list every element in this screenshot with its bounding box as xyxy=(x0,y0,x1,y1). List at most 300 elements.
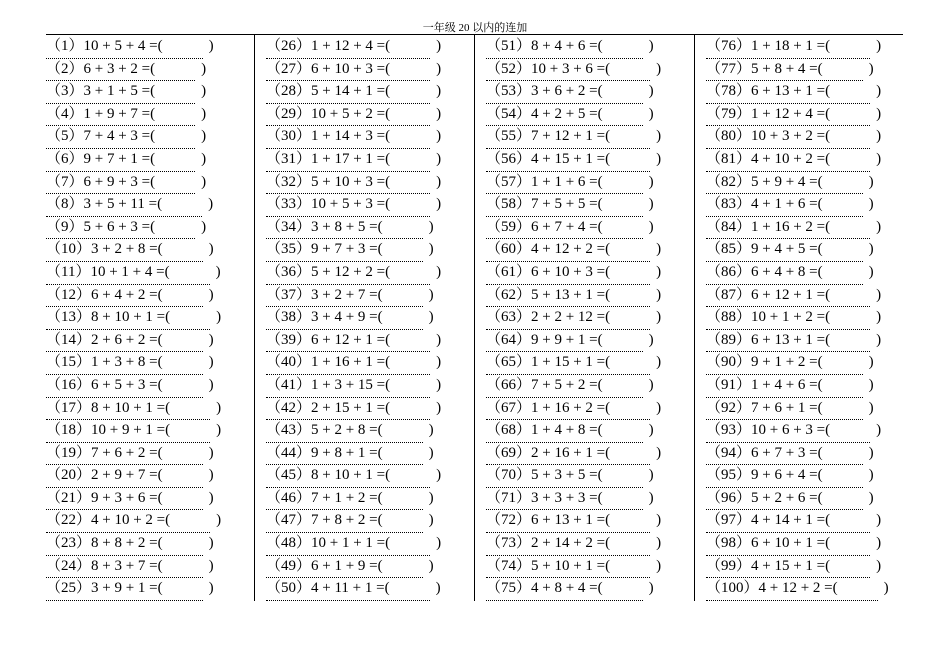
problem-text: （64）9 + 9 + 1 =( xyxy=(486,331,603,348)
problem-row xyxy=(706,398,906,421)
problem-row xyxy=(486,488,686,511)
answer-close-paren: ) xyxy=(868,60,874,77)
problem-row xyxy=(486,510,686,533)
answer-close-paren: ) xyxy=(868,399,874,416)
problem-row xyxy=(486,285,686,308)
problem-text: （34）3 + 8 + 5 =( xyxy=(266,218,383,235)
problem-row xyxy=(46,285,246,308)
problem-row xyxy=(706,104,906,127)
answer-close-paren: ) xyxy=(428,218,434,235)
problem-row xyxy=(266,217,466,240)
problem-text: （56）4 + 15 + 1 =( xyxy=(486,150,611,167)
problem-text: （36）5 + 12 + 2 =( xyxy=(266,263,391,280)
answer-close-paren: ) xyxy=(208,489,214,506)
problem-text: （31）1 + 17 + 1 =( xyxy=(266,150,391,167)
problem-row xyxy=(486,59,686,82)
problem-text: （60）4 + 12 + 2 =( xyxy=(486,241,611,258)
answer-close-paren: ) xyxy=(868,444,874,461)
problem-text: （80）10 + 3 + 2 =( xyxy=(706,128,831,145)
problem-text: （44）9 + 8 + 1 =( xyxy=(266,444,383,461)
answer-close-paren: ) xyxy=(428,309,434,326)
column-divider xyxy=(474,35,475,601)
problem-row xyxy=(266,149,466,172)
problem-row xyxy=(486,443,686,466)
answer-close-paren: ) xyxy=(868,489,874,506)
problem-text: （24）8 + 3 + 7 =( xyxy=(46,557,163,574)
answer-close-paren: ) xyxy=(428,512,434,529)
answer-close-paren: ) xyxy=(208,535,214,552)
answer-close-paren: ) xyxy=(208,286,214,303)
problem-row xyxy=(46,330,246,353)
problem-row xyxy=(706,533,906,556)
problem-text: （49）6 + 1 + 9 =( xyxy=(266,557,383,574)
problem-column-4 xyxy=(706,36,906,601)
problem-text: （68）1 + 4 + 8 =( xyxy=(486,422,603,439)
answer-close-paren: ) xyxy=(868,467,874,484)
problem-text: （99）4 + 15 + 1 =( xyxy=(706,557,831,574)
answer-close-paren: ) xyxy=(648,331,654,348)
answer-close-paren: ) xyxy=(201,60,207,77)
problem-text: （1）10 + 5 + 4 =( xyxy=(46,38,163,54)
problem-column-1 xyxy=(46,36,246,601)
problem-row xyxy=(266,59,466,82)
problem-row xyxy=(486,149,686,172)
problem-row xyxy=(266,578,466,601)
answer-close-paren: ) xyxy=(208,557,214,574)
answer-close-paren: ) xyxy=(656,309,662,326)
answer-close-paren: ) xyxy=(201,83,207,100)
problem-text: （10）3 + 2 + 8 =( xyxy=(46,241,163,258)
problem-text: （39）6 + 12 + 1 =( xyxy=(266,331,391,348)
problem-row xyxy=(46,59,246,82)
answer-close-paren: ) xyxy=(648,38,654,54)
problem-text: （40）1 + 16 + 1 =( xyxy=(266,354,391,371)
problem-text: （37）3 + 2 + 7 =( xyxy=(266,286,383,303)
answer-close-paren: ) xyxy=(208,241,214,258)
answer-close-paren: ) xyxy=(656,354,662,371)
answer-close-paren: ) xyxy=(876,422,882,439)
problem-column-2 xyxy=(266,36,466,601)
answer-close-paren: ) xyxy=(201,128,207,145)
problem-row xyxy=(266,239,466,262)
answer-close-paren: ) xyxy=(656,286,662,303)
problem-text: （5）7 + 4 + 3 =( xyxy=(46,128,156,145)
problem-row xyxy=(46,556,246,579)
problem-text: （28）5 + 14 + 1 =( xyxy=(266,83,391,100)
problem-row xyxy=(486,126,686,149)
problem-text: （62）5 + 13 + 1 =( xyxy=(486,286,611,303)
problem-text: （52）10 + 3 + 6 =( xyxy=(486,60,611,77)
answer-close-paren: ) xyxy=(208,376,214,393)
answer-close-paren: ) xyxy=(656,535,662,552)
problem-row xyxy=(486,330,686,353)
answer-close-paren: ) xyxy=(436,128,442,145)
problem-text: （9）5 + 6 + 3 =( xyxy=(46,218,156,235)
dotted-underline xyxy=(486,600,643,601)
answer-close-paren: ) xyxy=(868,173,874,190)
problem-text: （86）6 + 4 + 8 =( xyxy=(706,263,823,280)
answer-close-paren: ) xyxy=(868,376,874,393)
problem-text: （66）7 + 5 + 2 =( xyxy=(486,376,603,393)
dotted-underline xyxy=(266,600,430,601)
column-divider xyxy=(254,35,255,601)
answer-close-paren: ) xyxy=(436,196,442,213)
problem-text: （70）5 + 3 + 5 =( xyxy=(486,467,603,484)
problem-row xyxy=(706,352,906,375)
problem-row xyxy=(46,149,246,172)
dotted-underline xyxy=(46,600,203,601)
answer-close-paren: ) xyxy=(656,399,662,416)
answer-close-paren: ) xyxy=(876,286,882,303)
problem-text: （30）1 + 14 + 3 =( xyxy=(266,128,391,145)
problem-text: （96）5 + 2 + 6 =( xyxy=(706,489,823,506)
problem-text: （85）9 + 4 + 5 =( xyxy=(706,241,823,258)
problem-row xyxy=(706,330,906,353)
answer-close-paren: ) xyxy=(876,512,882,529)
problem-text: （21）9 + 3 + 6 =( xyxy=(46,489,163,506)
answer-close-paren: ) xyxy=(876,309,882,326)
problem-text: （51）8 + 4 + 6 =( xyxy=(486,38,603,54)
problem-text: （91）1 + 4 + 6 =( xyxy=(706,376,823,393)
answer-close-paren: ) xyxy=(648,83,654,100)
answer-close-paren: ) xyxy=(436,467,442,484)
worksheet-title: 一年级 20 以内的连加 xyxy=(422,22,528,34)
answer-close-paren: ) xyxy=(436,38,442,54)
problem-row xyxy=(46,488,246,511)
problem-text: （15）1 + 3 + 8 =( xyxy=(46,354,163,371)
answer-close-paren: ) xyxy=(648,196,654,213)
problem-row xyxy=(486,172,686,195)
problem-row xyxy=(46,578,246,601)
problem-text: （45）8 + 10 + 1 =( xyxy=(266,467,391,484)
answer-close-paren: ) xyxy=(656,263,662,280)
problem-text: （18）10 + 9 + 1 =( xyxy=(46,422,171,439)
problem-text: （82）5 + 9 + 4 =( xyxy=(706,173,823,190)
problem-row xyxy=(266,194,466,217)
answer-close-paren: ) xyxy=(216,422,222,439)
problem-row xyxy=(706,36,906,59)
answer-close-paren: ) xyxy=(201,218,207,235)
answer-close-paren: ) xyxy=(648,218,654,235)
problem-row xyxy=(706,510,906,533)
problem-row xyxy=(46,104,246,127)
problem-text: （43）5 + 2 + 8 =( xyxy=(266,422,383,439)
problem-text: （25）3 + 9 + 1 =( xyxy=(46,580,163,597)
problem-text: （98）6 + 10 + 1 =( xyxy=(706,535,831,552)
problem-row xyxy=(266,172,466,195)
problem-row xyxy=(706,239,906,262)
answer-close-paren: ) xyxy=(208,354,214,371)
answer-close-paren: ) xyxy=(428,444,434,461)
problem-row xyxy=(46,194,246,217)
problem-row xyxy=(706,81,906,104)
problem-row xyxy=(46,36,246,59)
problem-text: （48）10 + 1 + 1 =( xyxy=(266,535,391,552)
answer-close-paren: ) xyxy=(648,173,654,190)
problem-row xyxy=(46,262,246,285)
problem-row xyxy=(486,398,686,421)
problem-row xyxy=(486,352,686,375)
answer-close-paren: ) xyxy=(436,399,442,416)
answer-close-paren: ) xyxy=(201,105,207,122)
answer-close-paren: ) xyxy=(868,241,874,258)
problem-row xyxy=(46,352,246,375)
problem-row xyxy=(706,194,906,217)
problem-row xyxy=(706,443,906,466)
answer-close-paren: ) xyxy=(656,150,662,167)
problem-row xyxy=(706,488,906,511)
problem-row xyxy=(266,81,466,104)
problem-row xyxy=(486,578,686,601)
answer-close-paren: ) xyxy=(428,422,434,439)
problem-text: （16）6 + 5 + 3 =( xyxy=(46,376,163,393)
problem-column-3 xyxy=(486,36,686,601)
answer-close-paren: ) xyxy=(436,60,442,77)
problem-text: （90）9 + 1 + 2 =( xyxy=(706,354,823,371)
answer-close-paren: ) xyxy=(208,580,214,597)
problem-row xyxy=(706,285,906,308)
problem-row xyxy=(486,239,686,262)
problem-row xyxy=(266,262,466,285)
problem-text: （94）6 + 7 + 3 =( xyxy=(706,444,823,461)
dotted-underline xyxy=(706,600,878,601)
problem-row xyxy=(46,375,246,398)
problem-text: （46）7 + 1 + 2 =( xyxy=(266,489,383,506)
problem-text: （33）10 + 5 + 3 =( xyxy=(266,196,391,213)
problem-row xyxy=(706,262,906,285)
problem-text: （17）8 + 10 + 1 =( xyxy=(46,399,171,416)
problem-text: （72）6 + 13 + 1 =( xyxy=(486,512,611,529)
problem-text: （63）2 + 2 + 12 =( xyxy=(486,309,611,326)
problem-row xyxy=(46,398,246,421)
problem-row xyxy=(486,194,686,217)
answer-close-paren: ) xyxy=(208,196,214,213)
problem-text: （3）3 + 1 + 5 =( xyxy=(46,83,156,100)
problem-row xyxy=(486,556,686,579)
answer-close-paren: ) xyxy=(648,422,654,439)
answer-close-paren: ) xyxy=(656,60,662,77)
problem-text: （14）2 + 6 + 2 =( xyxy=(46,331,163,348)
answer-close-paren: ) xyxy=(208,38,214,54)
problem-text: （55）7 + 12 + 1 =( xyxy=(486,128,611,145)
answer-close-paren: ) xyxy=(436,105,442,122)
answer-close-paren: ) xyxy=(435,580,441,597)
problem-row xyxy=(46,239,246,262)
problem-row xyxy=(706,149,906,172)
problem-row xyxy=(266,420,466,443)
problem-text: （75）4 + 8 + 4 =( xyxy=(486,580,603,597)
problem-text: （41）1 + 3 + 15 =( xyxy=(266,376,391,393)
problem-row xyxy=(46,420,246,443)
problem-text: （81）4 + 10 + 2 =( xyxy=(706,150,831,167)
problem-text: （19）7 + 6 + 2 =( xyxy=(46,444,163,461)
answer-close-paren: ) xyxy=(868,263,874,280)
problem-text: （87）6 + 12 + 1 =( xyxy=(706,286,831,303)
answer-close-paren: ) xyxy=(436,150,442,167)
problem-row xyxy=(706,578,906,601)
problem-row xyxy=(266,104,466,127)
problem-row xyxy=(46,533,246,556)
problem-row xyxy=(266,352,466,375)
problem-row xyxy=(706,172,906,195)
problem-text: （47）7 + 8 + 2 =( xyxy=(266,512,383,529)
problem-text: （26）1 + 12 + 4 =( xyxy=(266,38,391,54)
answer-close-paren: ) xyxy=(648,105,654,122)
answer-close-paren: ) xyxy=(201,173,207,190)
problem-text: （93）10 + 6 + 3 =( xyxy=(706,422,831,439)
problem-row xyxy=(706,375,906,398)
problem-text: （67）1 + 16 + 2 =( xyxy=(486,399,611,416)
problem-text: （27）6 + 10 + 3 =( xyxy=(266,60,391,77)
problem-row xyxy=(486,36,686,59)
problem-text: （95）9 + 6 + 4 =( xyxy=(706,467,823,484)
answer-close-paren: ) xyxy=(876,150,882,167)
problem-row xyxy=(46,510,246,533)
answer-close-paren: ) xyxy=(428,557,434,574)
problem-row xyxy=(266,443,466,466)
problem-text: （8）3 + 5 + 11 =( xyxy=(46,196,163,213)
problem-text: （32）5 + 10 + 3 =( xyxy=(266,173,391,190)
problem-text: （92）7 + 6 + 1 =( xyxy=(706,399,823,416)
answer-close-paren: ) xyxy=(216,512,222,529)
answer-close-paren: ) xyxy=(436,83,442,100)
problem-row xyxy=(706,556,906,579)
problem-row xyxy=(706,59,906,82)
answer-close-paren: ) xyxy=(436,376,442,393)
answer-close-paren: ) xyxy=(876,557,882,574)
problem-text: （4）1 + 9 + 7 =( xyxy=(46,105,156,122)
problem-text: （53）3 + 6 + 2 =( xyxy=(486,83,603,100)
problem-row xyxy=(486,81,686,104)
problem-row xyxy=(266,556,466,579)
problem-row xyxy=(46,172,246,195)
problem-text: （84）1 + 16 + 2 =( xyxy=(706,218,831,235)
answer-close-paren: ) xyxy=(648,489,654,506)
problem-text: （29）10 + 5 + 2 =( xyxy=(266,105,391,122)
problem-row xyxy=(46,307,246,330)
answer-close-paren: ) xyxy=(876,331,882,348)
problem-row xyxy=(486,104,686,127)
problem-text: （13）8 + 10 + 1 =( xyxy=(46,309,171,326)
problem-text: （74）5 + 10 + 1 =( xyxy=(486,557,611,574)
problem-text: （23）8 + 8 + 2 =( xyxy=(46,535,163,552)
problem-text: （35）9 + 7 + 3 =( xyxy=(266,241,383,258)
answer-close-paren: ) xyxy=(648,467,654,484)
problem-text: （65）1 + 15 + 1 =( xyxy=(486,354,611,371)
answer-close-paren: ) xyxy=(876,83,882,100)
problem-text: （83）4 + 1 + 6 =( xyxy=(706,196,823,213)
problem-row xyxy=(46,217,246,240)
answer-close-paren: ) xyxy=(876,218,882,235)
problem-row xyxy=(266,126,466,149)
answer-close-paren: ) xyxy=(883,580,889,597)
problem-row xyxy=(266,285,466,308)
answer-close-paren: ) xyxy=(868,196,874,213)
problem-row xyxy=(486,420,686,443)
problem-row xyxy=(486,533,686,556)
problem-text: （11）10 + 1 + 4 =( xyxy=(46,263,170,280)
problem-row xyxy=(266,36,466,59)
answer-close-paren: ) xyxy=(656,241,662,258)
problem-text: （78）6 + 13 + 1 =( xyxy=(706,83,831,100)
problem-row xyxy=(486,217,686,240)
problem-text: （20）2 + 9 + 7 =( xyxy=(46,467,163,484)
problem-row xyxy=(706,217,906,240)
problem-text: （6）9 + 7 + 1 =( xyxy=(46,150,156,167)
problem-row xyxy=(46,443,246,466)
answer-close-paren: ) xyxy=(436,173,442,190)
problem-row xyxy=(266,510,466,533)
answer-close-paren: ) xyxy=(436,354,442,371)
answer-close-paren: ) xyxy=(216,399,222,416)
problem-text: （88）10 + 1 + 2 =( xyxy=(706,309,831,326)
answer-close-paren: ) xyxy=(428,489,434,506)
answer-close-paren: ) xyxy=(201,150,207,167)
problem-text: （2）6 + 3 + 2 =( xyxy=(46,60,156,77)
problem-text: （7）6 + 9 + 3 =( xyxy=(46,173,156,190)
problem-text: （77）5 + 8 + 4 =( xyxy=(706,60,823,77)
problem-row xyxy=(706,307,906,330)
answer-close-paren: ) xyxy=(876,105,882,122)
problem-row xyxy=(706,420,906,443)
answer-close-paren: ) xyxy=(208,331,214,348)
answer-close-paren: ) xyxy=(428,241,434,258)
problem-row xyxy=(266,488,466,511)
problem-text: （76）1 + 18 + 1 =( xyxy=(706,38,831,54)
problem-row xyxy=(266,465,466,488)
problem-text: （59）6 + 7 + 4 =( xyxy=(486,218,603,235)
problem-text: （89）6 + 13 + 1 =( xyxy=(706,331,831,348)
answer-close-paren: ) xyxy=(648,580,654,597)
problem-row xyxy=(266,330,466,353)
answer-close-paren: ) xyxy=(876,128,882,145)
problem-text: （61）6 + 10 + 3 =( xyxy=(486,263,611,280)
problem-row xyxy=(706,465,906,488)
answer-close-paren: ) xyxy=(208,467,214,484)
problem-row xyxy=(46,465,246,488)
problem-text: （100）4 + 12 + 2 =( xyxy=(706,580,838,597)
problem-text: （71）3 + 3 + 3 =( xyxy=(486,489,603,506)
problem-text: （79）1 + 12 + 4 =( xyxy=(706,105,831,122)
answer-close-paren: ) xyxy=(436,263,442,280)
problem-text: （22）4 + 10 + 2 =( xyxy=(46,512,171,529)
column-divider xyxy=(694,35,695,601)
problem-text: （58）7 + 5 + 5 =( xyxy=(486,196,603,213)
answer-close-paren: ) xyxy=(208,444,214,461)
answer-close-paren: ) xyxy=(868,354,874,371)
answer-close-paren: ) xyxy=(656,444,662,461)
problem-row xyxy=(46,126,246,149)
problem-text: （54）4 + 2 + 5 =( xyxy=(486,105,603,122)
problem-row xyxy=(486,465,686,488)
answer-close-paren: ) xyxy=(876,38,882,54)
problem-text: （57）1 + 1 + 6 =( xyxy=(486,173,603,190)
answer-close-paren: ) xyxy=(428,286,434,303)
answer-close-paren: ) xyxy=(436,535,442,552)
answer-close-paren: ) xyxy=(656,557,662,574)
problem-text: （12）6 + 4 + 2 =( xyxy=(46,286,163,303)
answer-close-paren: ) xyxy=(436,331,442,348)
problem-row xyxy=(706,126,906,149)
problem-row xyxy=(266,307,466,330)
problem-row xyxy=(266,398,466,421)
answer-close-paren: ) xyxy=(648,376,654,393)
answer-close-paren: ) xyxy=(656,128,662,145)
problem-text: （73）2 + 14 + 2 =( xyxy=(486,535,611,552)
problem-text: （97）4 + 14 + 1 =( xyxy=(706,512,831,529)
answer-close-paren: ) xyxy=(656,512,662,529)
answer-close-paren: ) xyxy=(876,535,882,552)
